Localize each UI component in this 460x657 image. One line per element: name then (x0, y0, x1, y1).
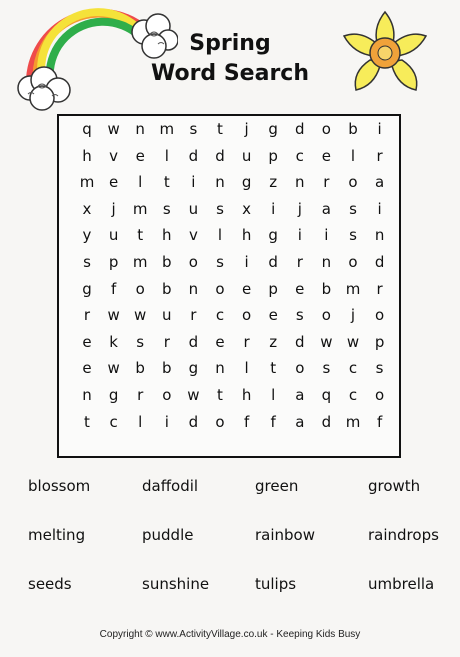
word-list-item: green (255, 477, 299, 495)
grid-letter[interactable]: w (320, 332, 333, 351)
grid-letter[interactable]: o (215, 412, 225, 431)
grid-letter[interactable]: l (244, 359, 249, 378)
grid-letter[interactable]: o (215, 279, 225, 298)
grid-letter[interactable]: y (82, 226, 92, 245)
grid-letter[interactable]: d (295, 332, 305, 351)
grid-letter[interactable]: n (215, 173, 225, 192)
grid-letter[interactable]: v (188, 226, 198, 245)
grid-letter[interactable]: p (374, 332, 385, 351)
word-list-item: sunshine (142, 575, 210, 593)
grid-letter[interactable]: g (188, 359, 199, 378)
grid-letter[interactable]: g (108, 386, 119, 404)
grid-letter[interactable]: f (243, 412, 250, 431)
grid-letter[interactable]: d (321, 412, 332, 431)
grid-letter[interactable]: w (107, 120, 120, 138)
grid-letter[interactable]: u (162, 306, 172, 325)
grid-letter[interactable]: w (346, 332, 360, 351)
grid-letter[interactable]: o (295, 359, 305, 378)
grid-letter[interactable]: t (137, 226, 144, 245)
grid-letter[interactable]: o (348, 253, 358, 271)
grid-letter[interactable]: t (217, 386, 223, 404)
grid-letter[interactable]: r (323, 173, 330, 192)
grid-letter[interactable]: k (109, 332, 118, 351)
word-list-item: growth (368, 477, 421, 495)
grid-letter[interactable]: b (321, 279, 332, 298)
grid-letter[interactable]: r (137, 386, 144, 404)
grid-letter[interactable]: n (321, 253, 332, 271)
grid-letter[interactable]: w (134, 306, 147, 325)
grid-letter[interactable]: s (349, 199, 357, 218)
grid-letter[interactable]: n (135, 120, 145, 138)
grid-letter[interactable]: h (82, 146, 92, 165)
grid-letter[interactable]: c (295, 146, 304, 165)
grid-letter[interactable]: h (241, 226, 252, 245)
grid-letter[interactable]: o (375, 306, 385, 325)
grid-letter[interactable]: m (132, 253, 148, 271)
grid-letter[interactable]: d (188, 412, 199, 431)
grid-letter[interactable]: e (82, 359, 92, 378)
grid-letter[interactable]: j (244, 120, 249, 138)
grid-letter[interactable]: b (348, 120, 358, 138)
grid-letter[interactable]: i (271, 199, 276, 218)
grid-letter[interactable]: v (109, 146, 119, 165)
grid-letter[interactable]: b (162, 253, 172, 271)
word-list-item: daffodil (142, 477, 199, 495)
grid-letter[interactable]: g (82, 279, 92, 298)
grid-letter[interactable]: m (345, 279, 361, 298)
word-list-item: umbrella (368, 575, 435, 593)
grid-letter[interactable]: s (216, 253, 224, 271)
grid-letter[interactable]: f (270, 412, 276, 431)
word-list-item: raindrops (368, 526, 439, 544)
grid-letter[interactable]: o (135, 279, 145, 298)
grid-letter[interactable]: l (271, 386, 276, 404)
grid-letter[interactable]: m (159, 120, 175, 138)
daffodil-icon (336, 6, 434, 102)
grid-letter[interactable]: e (215, 332, 225, 351)
grid-letter[interactable]: s (375, 359, 384, 378)
grid-letter[interactable]: g (241, 173, 252, 192)
grid-letter[interactable]: e (135, 146, 145, 165)
word-list-item: tulips (255, 575, 297, 593)
grid-letter[interactable]: d (295, 120, 305, 138)
grid-letter[interactable]: i (244, 253, 249, 271)
grid-letter[interactable]: f (376, 412, 383, 431)
grid-letter[interactable]: r (163, 332, 170, 351)
word-list-item: melting (28, 526, 86, 544)
grid-letter[interactable]: r (296, 253, 303, 271)
grid-letter[interactable]: z (269, 332, 278, 351)
grid-letter[interactable]: x (242, 199, 252, 218)
grid-letter[interactable]: e (82, 332, 92, 351)
grid-letter[interactable]: s (162, 199, 171, 218)
grid-letter[interactable]: q (321, 386, 332, 404)
grid-letter[interactable]: r (83, 306, 91, 325)
grid-letter[interactable]: d (188, 332, 199, 351)
grid-letter[interactable]: t (163, 173, 170, 192)
grid-letter[interactable]: o (375, 386, 385, 404)
grid-letter[interactable]: c (109, 412, 118, 431)
grid-letter[interactable]: z (269, 173, 278, 192)
page-title-line2: Word Search (150, 61, 310, 86)
grid-letter[interactable]: i (164, 412, 169, 431)
grid-letter[interactable]: d (188, 146, 199, 165)
grid-letter[interactable]: g (268, 120, 278, 138)
grid-letter[interactable]: s (349, 226, 357, 245)
grid-letter[interactable]: u (241, 146, 252, 165)
grid-letter[interactable]: j (350, 306, 356, 325)
grid-letter[interactable]: n (215, 359, 225, 378)
grid-letter[interactable]: x (82, 199, 92, 218)
grid-letter[interactable]: b (162, 359, 172, 378)
grid-letter[interactable]: l (164, 146, 169, 165)
grid-letter[interactable]: j (297, 199, 302, 218)
grid-letter[interactable]: q (82, 120, 92, 138)
grid-letter[interactable]: d (215, 146, 225, 165)
grid-letter[interactable]: o (188, 253, 198, 271)
grid-letter[interactable]: t (84, 412, 90, 431)
grid-letter[interactable]: r (243, 332, 250, 351)
grid-letter[interactable]: l (350, 146, 356, 165)
grid-letter[interactable]: o (348, 173, 358, 192)
word-list-item: seeds (28, 575, 72, 593)
grid-letter[interactable]: t (270, 359, 277, 378)
grid-letter[interactable]: a (295, 386, 305, 404)
grid-letter[interactable]: f (110, 279, 117, 298)
grid-letter[interactable]: s (295, 306, 304, 325)
grid-letter[interactable]: o (162, 386, 172, 404)
grid-letter[interactable]: o (321, 306, 331, 325)
grid-letter[interactable]: w (187, 386, 200, 404)
grid-letter[interactable]: u (108, 226, 119, 245)
grid-letter[interactable]: c (348, 386, 358, 404)
grid-letter[interactable]: s (216, 199, 224, 218)
grid-letter[interactable]: e (295, 279, 305, 298)
grid-letter[interactable]: i (324, 226, 329, 245)
word-list-item: blossom (28, 477, 91, 495)
grid-letter[interactable]: a (295, 412, 305, 431)
grid-letter[interactable]: b (135, 359, 145, 378)
grid-letter[interactable]: h (241, 386, 252, 404)
grid-letter[interactable]: l (138, 173, 143, 192)
word-search-grid (57, 114, 401, 458)
grid-letter[interactable]: o (242, 306, 252, 325)
grid-letter[interactable]: p (268, 279, 278, 298)
grid-letter[interactable]: c (348, 359, 358, 378)
copyright-footer: Copyright © www.ActivityVillage.co.uk - Keeping Kids Busy (99, 629, 361, 640)
grid-letter[interactable]: e (108, 173, 119, 192)
grid-letter[interactable]: e (241, 279, 252, 298)
grid-letter[interactable]: u (188, 199, 199, 218)
grid-letter[interactable]: d (374, 253, 385, 271)
grid-letter[interactable]: i (377, 120, 382, 138)
grid-letter[interactable]: w (107, 359, 120, 378)
grid-letter[interactable]: p (108, 253, 119, 271)
grid-letter[interactable]: m (79, 173, 95, 192)
grid-letter[interactable]: l (138, 412, 143, 431)
grid-letter[interactable]: e (268, 306, 278, 325)
grid-letter[interactable]: i (297, 226, 302, 245)
grid-letter[interactable]: j (111, 199, 116, 218)
grid-letter[interactable]: o (321, 120, 331, 138)
grid-letter[interactable]: r (190, 306, 197, 325)
grid-letter[interactable]: n (374, 226, 385, 245)
grid-letter[interactable]: s (322, 359, 331, 378)
grid-letter[interactable]: g (268, 226, 278, 245)
grid-letter[interactable]: p (268, 146, 278, 165)
grid-letter[interactable]: m (345, 412, 361, 431)
grid-letter[interactable]: e (321, 146, 331, 165)
grid-letter[interactable]: b (162, 279, 172, 298)
page-title-line1: Spring (189, 31, 271, 56)
grid-letter[interactable]: s (136, 332, 145, 351)
grid-letter[interactable]: r (376, 279, 383, 298)
grid-letter[interactable]: i (191, 173, 196, 192)
grid-letter[interactable]: h (162, 226, 172, 245)
grid-letter[interactable]: s (189, 120, 198, 138)
grid-letter[interactable]: n (188, 279, 199, 298)
grid-letter[interactable]: d (268, 253, 278, 271)
grid-letter[interactable]: w (107, 306, 120, 325)
grid-letter[interactable]: i (377, 199, 382, 218)
grid-letter[interactable]: r (376, 146, 383, 165)
grid-letter[interactable]: n (295, 173, 305, 192)
grid-letter[interactable]: a (321, 199, 331, 218)
grid-letter[interactable]: s (83, 253, 91, 271)
word-list-item: rainbow (255, 526, 315, 544)
grid-letter[interactable]: n (82, 386, 92, 404)
grid-letter[interactable]: a (374, 173, 385, 192)
grid-letter[interactable]: l (217, 226, 223, 245)
grid-letter[interactable]: m (132, 199, 148, 218)
word-list-item: puddle (142, 526, 194, 544)
grid-letter[interactable]: c (215, 306, 225, 325)
grid-letter[interactable]: t (217, 120, 223, 138)
